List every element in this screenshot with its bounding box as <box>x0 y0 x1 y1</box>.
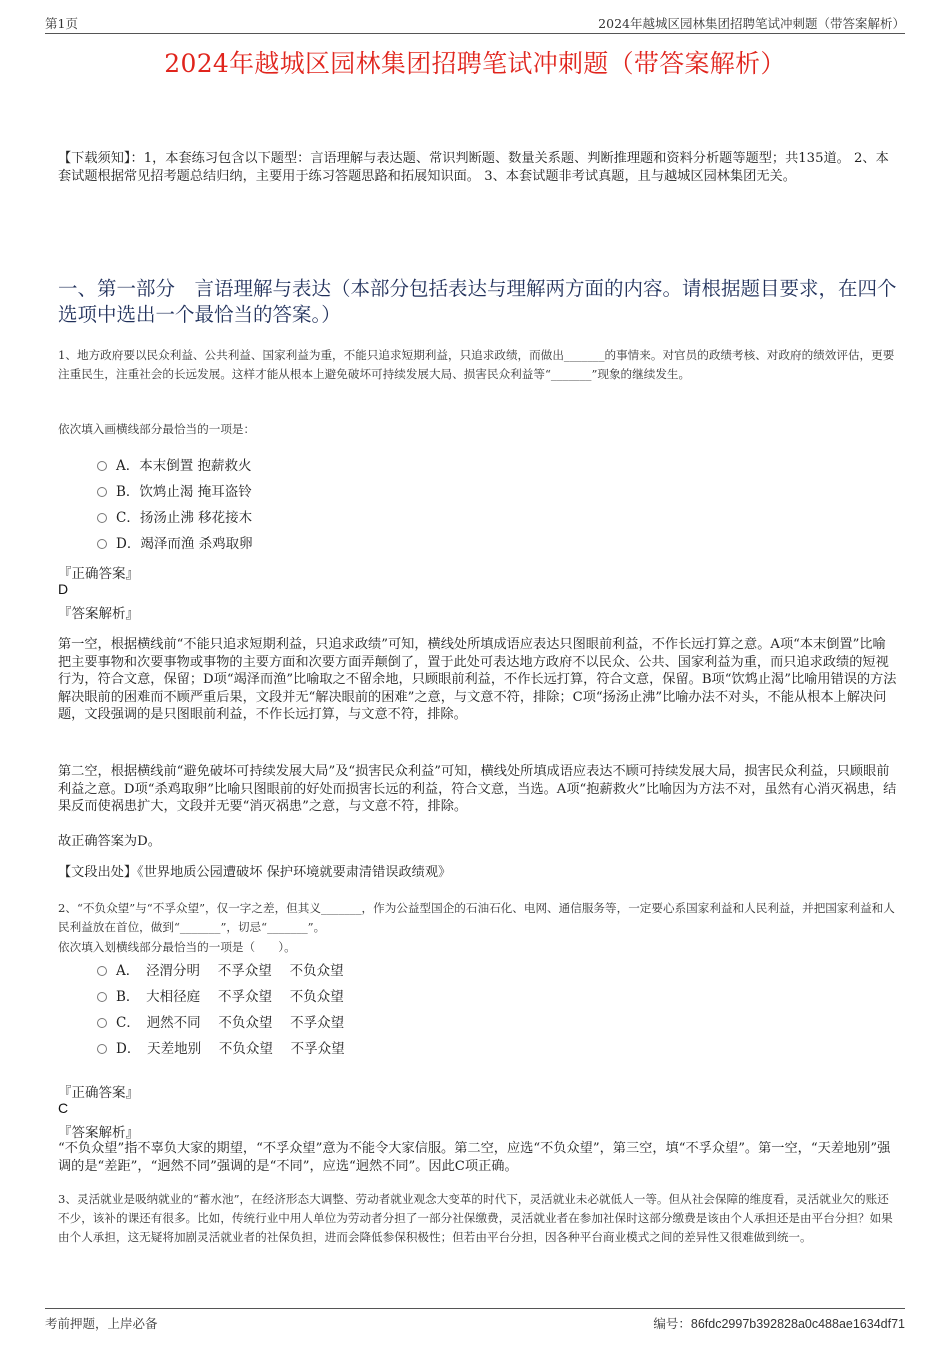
radio-icon[interactable] <box>97 487 107 497</box>
radio-icon[interactable] <box>97 1018 107 1028</box>
page-number: 第1页 <box>45 16 78 31</box>
header-doc-title: 2024年越城区园林集团招聘笔试冲刺题（带答案解析） <box>598 16 905 31</box>
question-2-analysis: “不负众望”指不辜负大家的期望，“不孚众望”意为不能令大家信服。第二空，应选“不负众望”，第三空，填“不孚众望”。第一空，“天差地别”强调的是“差距”，“迥然不同”强调的是“不同”，应选“迥然不同”。因此C项正确。 <box>58 1141 891 1174</box>
question-1-option-c[interactable]: C．扬汤止沸 移花接木 <box>97 509 252 527</box>
radio-icon[interactable] <box>97 539 107 549</box>
section-heading: 一、第一部分 言语理解与表达（本部分包括表达与理解两方面的内容。请根据题目要求，在四个选项中选出一个最恰当的答案。） <box>58 277 897 326</box>
radio-icon[interactable] <box>97 1044 107 1054</box>
radio-icon[interactable] <box>97 461 107 471</box>
question-2-option-d[interactable]: D． 天差地别 不负众望 不孚众望 <box>97 1040 345 1058</box>
question-2-analysis-label: 『答案解析』 <box>58 1125 139 1141</box>
question-2-answer-label: 『正确答案』 <box>58 1085 139 1101</box>
question-3-stem: 3、灵活就业是吸纳就业的“蓄水池”，在经济形态大调整、劳动者就业观念大变革的时代下，灵活就业未必就低人一等。但从社会保障的维度看，灵活就业欠的账还不少，该补的课还有很多。比如，传统行业中用人单位为劳动者分担了一部分社保缴费，灵活就业者在参加社保时这部分缴费是该由个人承担还是由平台分担？如果由个人承担，这无疑将加剧灵活就业者的社保负担，进而会降低参保积极性；但若由平台分担，因各种平台商业模式之间的差异性又很难做到统一。 <box>58 1192 893 1244</box>
question-2-option-b[interactable]: B． 大相径庭 不孚众望 不负众望 <box>97 988 344 1006</box>
question-2-option-c[interactable]: C． 迥然不同 不负众望 不孚众望 <box>97 1014 344 1032</box>
question-1-analysis-p2: 第二空，根据横线前“避免破坏可持续发展大局”及“损害民众利益”可知，横线处所填成语应表达不顾可持续发展大局，损害民众利益，只顾眼前利益之意。D项“杀鸡取卵”比喻只图眼前的好处而损害长远的利益，符合文意，当选。A项“抱薪救火”比喻因为方法不对，虽然有心消灭祸患，结果反而使祸患扩大，文段并无要“消灭祸患”之意，与文意不符，排除。 <box>58 764 897 814</box>
question-2-stem: 2、“不负众望”与“不孚众望”，仅一字之差，但其义_______，作为公益型国企的石油石化、电网、通信服务等，一定要心系国家利益和人民利益，并把国家利益和人民利益放在首位，做到“_______”，切忌“_______”。 <box>58 901 895 934</box>
radio-icon[interactable] <box>97 513 107 523</box>
question-2-option-a[interactable]: A． 泾渭分明 不孚众望 不负众望 <box>97 962 344 980</box>
question-1-source: 【文段出处】《世界地质公园遭破坏 保护环境就要肃清错误政绩观》 <box>58 865 452 880</box>
download-notice: 【下载须知】：1，本套练习包含以下题型：言语理解与表达题、常识判断题、数量关系题、判断推理题和资料分析题等题型；共135道。 2、本套试题根据常见招考题总结归纳，主要用于练习答题思路和拓展知识面。 3、本套试题非考试真题，且与越城区园林集团无关。 <box>58 151 889 184</box>
question-1-answer: D <box>58 581 69 597</box>
radio-icon[interactable] <box>97 966 107 976</box>
header-divider <box>45 33 905 34</box>
footer-code: 编号：86fdc2997b392828a0c488ae1634df71 <box>653 1316 905 1331</box>
question-1-answer-label: 『正确答案』 <box>58 566 139 582</box>
question-1-option-a[interactable]: A．本末倒置 抱薪救火 <box>97 457 252 475</box>
question-1-conclusion: 故正确答案为D。 <box>58 834 161 849</box>
radio-icon[interactable] <box>97 992 107 1002</box>
question-2-prompt: 依次填入划横线部分最恰当的一项是（ ）。 <box>58 940 296 954</box>
question-1-prompt: 依次填入画横线部分最恰当的一项是： <box>58 422 256 436</box>
question-2-answer: C <box>58 1100 69 1116</box>
question-1-analysis-p1: 第一空，根据横线前“不能只追求短期利益，只追求政绩”可知，横线处所填成语应表达只图眼前利益，不作长远打算之意。A项“本末倒置”比喻把主要事物和次要事物或事物的主要方面和次要方面弄颠倒了，置于此处可表达地方政府不以民众、公共、国家利益为重，而只追求政绩的短视行为，符合文意，保留；D项“竭泽而渔”比喻取之不留余地，只顾眼前利益，不作长远打算，符合文意，保留。B项“饮鸩止渴”比喻用错误的方法解决眼前的困难而不顾严重后果，文段并无“解决眼前的困难”之意，与文意不符，排除；C项“扬汤止沸”比喻办法不对头，不能从根本上解决问题，文段强调的是只图眼前利益，不作长远打算，与文意不符，排除。 <box>58 637 897 722</box>
question-1-stem: 1、地方政府要以民众利益、公共利益、国家利益为重，不能只追求短期利益，只追求政绩，而做出_______的事情来。对官员的政绩考核、对政府的绩效评估，更要注重民生，注重社会的长远发展。这样才能从根本上避免破坏可持续发展大局、损害民众利益等“_______”现象的继续发生。 <box>58 348 895 381</box>
footer-divider <box>45 1308 905 1309</box>
question-1-option-d[interactable]: D．竭泽而渔 杀鸡取卵 <box>97 535 253 553</box>
footer-slogan: 考前押题，上岸必备 <box>45 1316 158 1331</box>
page-title: 2024年越城区园林集团招聘笔试冲刺题（带答案解析） <box>164 49 786 78</box>
question-1-option-b[interactable]: B．饮鸩止渴 掩耳盗铃 <box>97 483 252 501</box>
question-1-analysis-label: 『答案解析』 <box>58 606 139 622</box>
